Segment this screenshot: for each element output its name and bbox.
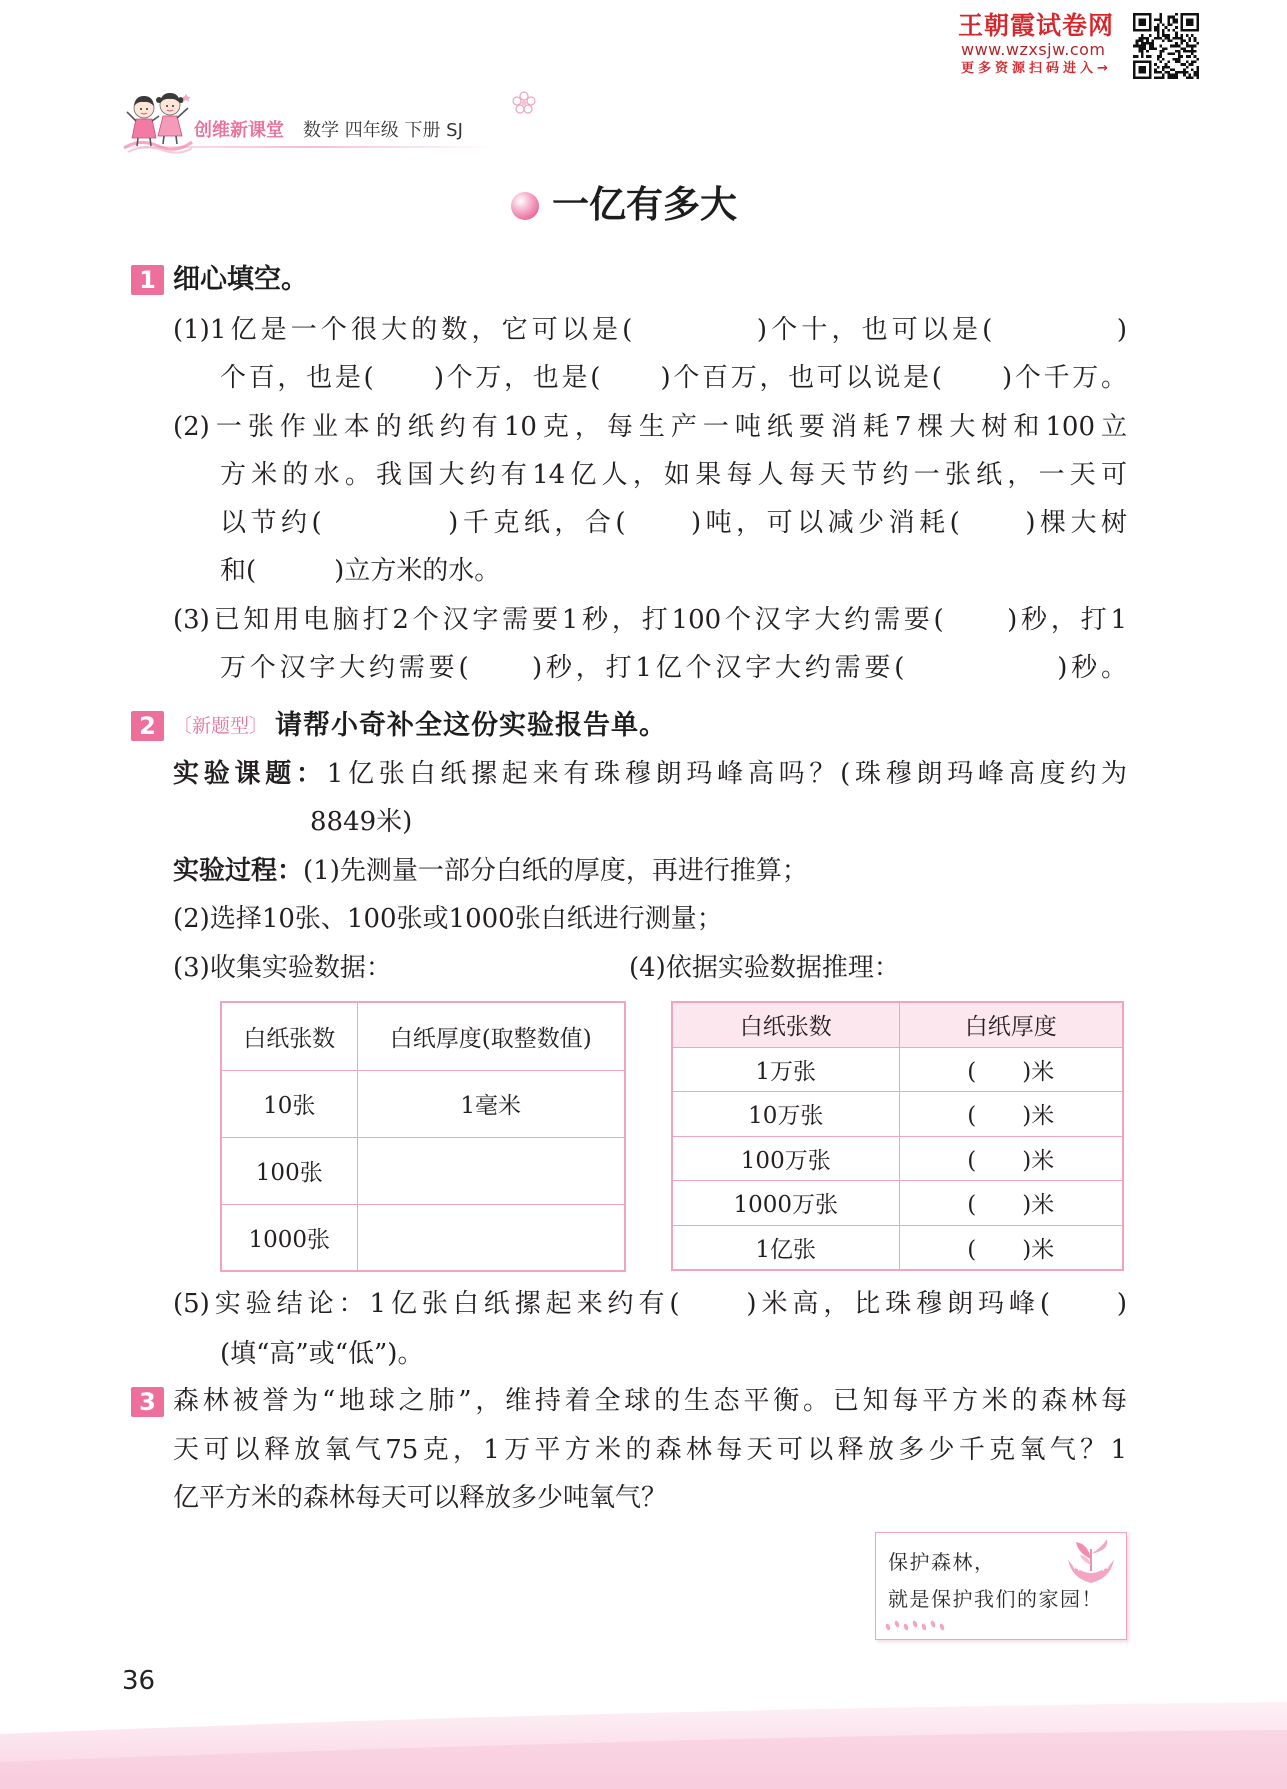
sheet-count-cell: 1万张	[672, 1047, 899, 1092]
thickness-cell	[357, 1204, 625, 1271]
measurement-data-table	[220, 1001, 626, 1272]
motto-line-1: 保护森林，	[888, 1550, 996, 1574]
thickness-cell: ( )米	[899, 1092, 1123, 1137]
q2-line-3: 以节约( )千克纸，合( )吨，可以减少消耗( )棵大树	[220, 508, 1127, 538]
experiment-step-1: (1)先测量一部分白纸的厚度，再进行推算；	[303, 856, 808, 886]
q-forest-line-2: 天可以释放氧气75克，1万平方米的森林每天可以释放多少千克氧气？1	[173, 1435, 1127, 1465]
thickness-cell: ( )米	[899, 1225, 1123, 1270]
sheet-count-cell: 10张	[221, 1070, 357, 1137]
table-header-cell: 白纸张数	[221, 1002, 357, 1070]
table-header-cell: 白纸厚度	[899, 1002, 1123, 1047]
experiment-topic-label: 实验课题：	[173, 759, 327, 789]
experiment-step-4: (4)依据实验数据推理：	[629, 953, 900, 983]
experiment-process-label: 实验过程：	[173, 856, 304, 886]
table-header-row	[221, 1002, 625, 1070]
motto-line-2: 就是保护我们的家园！	[888, 1587, 1103, 1611]
new-question-type-tag: 〔新题型〕	[173, 715, 269, 737]
book-info: 数学 四年级 下册 SJ	[303, 120, 463, 141]
experiment-conclusion-line-1: (5)实验结论：1亿张白纸摞起来约有( )米高，比珠穆朗玛峰( )	[173, 1289, 1127, 1319]
table-row	[672, 1181, 1123, 1226]
inference-table	[671, 1001, 1124, 1271]
table-row	[672, 1092, 1123, 1137]
thickness-cell: ( )米	[899, 1047, 1123, 1092]
watermark-hint: 更多资源扫码进入→	[961, 61, 1112, 76]
motto-box	[875, 1532, 1127, 1640]
thickness-cell: 1毫米	[357, 1070, 625, 1137]
page-number: 36	[122, 1666, 156, 1696]
qr-code-icon	[1133, 13, 1199, 79]
q2-line-1: (2)一张作业本的纸约有10克，每生产一吨纸要消耗7棵大树和100立	[173, 412, 1127, 442]
header-divider	[125, 146, 495, 148]
q1-line-2: 个百，也是( )个万，也是( )个百万，也可以说是( )个千万。	[220, 363, 1127, 393]
table-row	[672, 1136, 1123, 1181]
watermark-url: www.wzxsjw.com	[961, 40, 1106, 59]
section-2-heading: 请帮小奇补全这份实验报告单。	[275, 710, 667, 741]
table-row	[672, 1047, 1123, 1092]
table-row	[221, 1204, 625, 1271]
page-title: 一亿有多大	[552, 183, 737, 226]
sheet-count-cell: 1000张	[221, 1204, 357, 1271]
experiment-process-line	[173, 852, 1127, 890]
experiment-topic-text: 1亿张白纸摞起来有珠穆朗玛峰高吗？(珠穆朗玛峰高度约为	[326, 759, 1127, 789]
sheet-count-cell: 1亿张	[672, 1225, 899, 1270]
sheet-count-cell: 1000万张	[672, 1181, 899, 1226]
table-row	[672, 1225, 1123, 1270]
experiment-step-2: (2)选择10张、100张或1000张白纸进行测量；	[173, 904, 723, 934]
table-header-row	[672, 1002, 1123, 1047]
experiment-topic-line-2: 8849米)	[310, 807, 413, 837]
q3-line-2: 万个汉字大约需要( )秒，打1亿个汉字大约需要( )秒。	[220, 653, 1127, 683]
sheet-count-cell: 100万张	[672, 1136, 899, 1181]
section-2-number: 2	[131, 711, 164, 741]
q-forest-line-3: 亿平方米的森林每天可以释放多少吨氧气？	[173, 1483, 668, 1513]
watermark-site-name: 王朝霞试卷网	[958, 11, 1115, 40]
title-bullet-icon	[511, 192, 539, 220]
section-1-heading: 细心填空。	[173, 264, 308, 295]
series-name: 创维新课堂	[194, 120, 284, 141]
q1-line-1: (1)1亿是一个很大的数，它可以是( )个十，也可以是( )	[173, 315, 1127, 345]
thickness-cell: ( )米	[899, 1181, 1123, 1226]
q2-line-4: 和( )立方米的水。	[220, 556, 501, 586]
q3-line-1: (3)已知用电脑打2个汉字需要1秒，打100个汉字大约需要( )秒，打1	[173, 605, 1127, 635]
flower-icon	[511, 90, 537, 116]
thickness-cell	[357, 1137, 625, 1204]
experiment-step-3: (3)收集实验数据：	[173, 953, 392, 983]
section-3-number: 3	[131, 1387, 164, 1417]
experiment-topic-line-1	[173, 755, 1127, 793]
table-row	[221, 1137, 625, 1204]
sheet-count-cell: 10万张	[672, 1092, 899, 1137]
q2-line-2: 方米的水。我国大约有14亿人，如果每人每天节约一张纸，一天可	[220, 460, 1127, 490]
page-footer-band	[0, 1700, 1287, 1789]
q-forest-line-1: 森林被誉为“地球之肺”，维持着全球的生态平衡。已知每平方米的森林每	[173, 1386, 1127, 1416]
thickness-cell: ( )米	[899, 1136, 1123, 1181]
sheet-count-cell: 100张	[221, 1137, 357, 1204]
hands-sprout-icon	[1064, 1537, 1118, 1585]
table-row	[221, 1070, 625, 1137]
footprints-icon	[884, 1617, 948, 1633]
experiment-conclusion-line-2: (填“高”或“低”)。	[220, 1339, 424, 1369]
table-header-cell: 白纸厚度(取整数值)	[357, 1002, 625, 1070]
section-1-number: 1	[131, 265, 164, 295]
table-header-cell: 白纸张数	[672, 1002, 899, 1047]
